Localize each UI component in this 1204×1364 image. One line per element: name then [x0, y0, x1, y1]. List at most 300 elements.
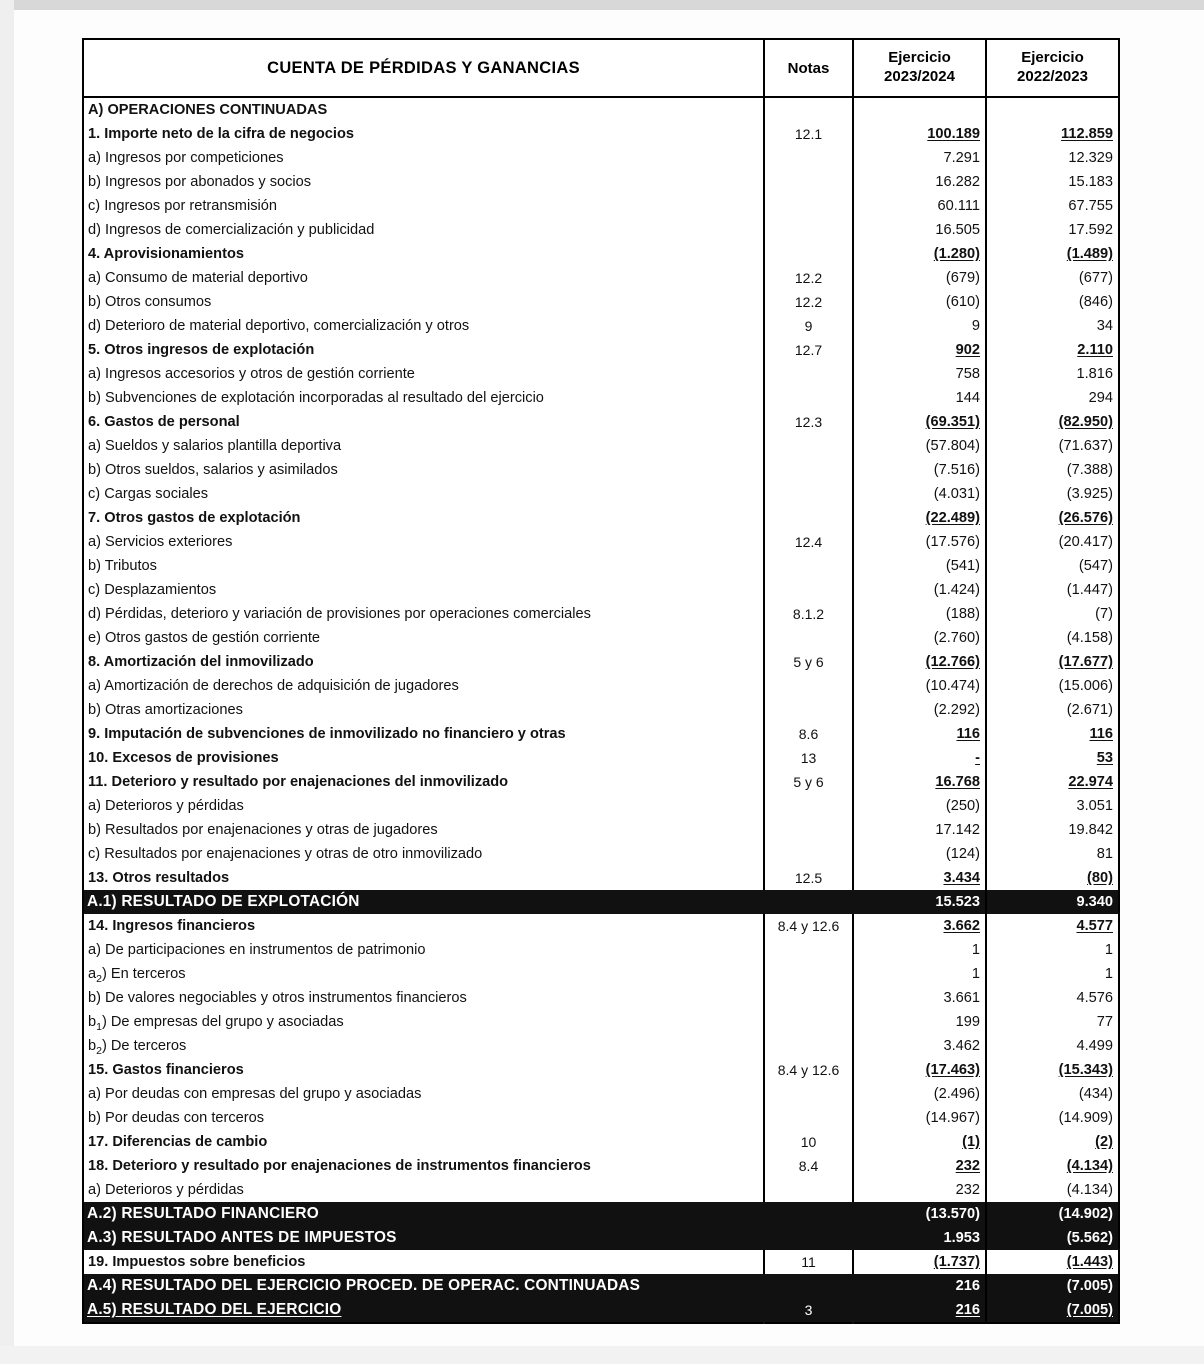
value-2022-2023: [986, 698, 1119, 722]
table-row: [83, 1082, 1119, 1106]
value-text: (4.134): [1066, 1158, 1113, 1174]
value-2022-2023: [986, 1298, 1119, 1323]
value-2022-2023: [986, 146, 1119, 170]
value-2022-2023: [986, 194, 1119, 218]
row-label: [83, 1058, 764, 1082]
value-2023-2024: [853, 1298, 986, 1323]
value-2022-2023: [986, 578, 1119, 602]
row-label-text: 17. Diferencias de cambio: [88, 1134, 268, 1150]
value-text: (2): [1095, 1134, 1113, 1150]
value-text: 4.577: [1076, 918, 1113, 934]
row-label-text: 6. Gastos de personal: [88, 414, 240, 430]
value-text: 1: [1104, 966, 1113, 982]
value-text: (434): [1078, 1086, 1113, 1102]
table-row: [83, 818, 1119, 842]
row-label-text: 5. Otros ingresos de explotación: [88, 342, 315, 358]
value-2022-2023: [986, 722, 1119, 746]
value-text: 60.111: [937, 198, 980, 214]
value-text: (15.343): [1058, 1062, 1113, 1078]
table-row: [83, 938, 1119, 962]
table-row: [83, 97, 1119, 122]
row-label-text: c) Resultados por enajenaciones y otras de otro inmovilizado: [88, 846, 483, 862]
row-label: [83, 266, 764, 290]
value-text: (1.489): [1066, 246, 1113, 262]
table-row: [83, 986, 1119, 1010]
scan-artifact-top: [0, 0, 1204, 10]
row-label-text: b) Ingresos por abonados y socios: [88, 174, 312, 190]
value-2022-2023: [986, 530, 1119, 554]
table-row: [83, 314, 1119, 338]
row-label-text: b) Otras amortizaciones: [88, 702, 243, 718]
row-label-text: b) Subvenciones de explotación incorporadas al resultado del ejercicio: [88, 390, 544, 406]
row-label: [83, 746, 764, 770]
table-row: [83, 626, 1119, 650]
row-note-reference: [764, 794, 853, 818]
value-2023-2024: [853, 554, 986, 578]
value-2022-2023: [986, 866, 1119, 890]
row-label: [83, 362, 764, 386]
row-label: [83, 434, 764, 458]
row-label-text: 9. Imputación de subvenciones de inmovilizado no financiero y otras: [88, 726, 566, 742]
row-label-text: a) Por deudas con empresas del grupo y asociadas: [88, 1086, 422, 1102]
row-note-reference: 8.6: [764, 722, 853, 746]
row-label: [83, 890, 764, 914]
value-2023-2024: [853, 866, 986, 890]
value-2022-2023: [986, 1130, 1119, 1154]
row-label-text: d) Deterioro de material deportivo, comercialización y otros: [88, 318, 470, 334]
value-text: 16.282: [935, 174, 980, 190]
row-note-reference: 8.4 y 12.6: [764, 1058, 853, 1082]
value-text: (71.637): [1058, 438, 1113, 454]
row-label: [83, 1082, 764, 1106]
row-label-text: b) Resultados por enajenaciones y otras de jugadores: [88, 822, 438, 838]
value-text: 17.142: [935, 822, 980, 838]
row-label-text: a) Deterioros y pérdidas: [88, 1182, 244, 1198]
value-text: (14.967): [925, 1110, 980, 1126]
value-2022-2023: [986, 938, 1119, 962]
row-label: [83, 1178, 764, 1202]
value-text: 3.434: [943, 870, 980, 886]
row-note-reference: 12.2: [764, 290, 853, 314]
value-text: 22.974: [1068, 774, 1113, 790]
row-label-text: 11. Deterioro y resultado por enajenaciones del inmovilizado: [88, 774, 509, 790]
value-2023-2024: [853, 410, 986, 434]
value-text: 16.768: [935, 774, 980, 790]
value-2023-2024: [853, 386, 986, 410]
table-row: [83, 770, 1119, 794]
value-text: (1.280): [933, 246, 980, 262]
value-text: 116: [1089, 726, 1113, 742]
value-text: (80): [1087, 870, 1113, 886]
row-note-reference: [764, 1178, 853, 1202]
value-2023-2024: [853, 1130, 986, 1154]
value-text: (7): [1095, 606, 1113, 622]
table-row: [83, 674, 1119, 698]
value-2022-2023: [986, 482, 1119, 506]
row-label: [83, 530, 764, 554]
value-text: 1: [971, 966, 980, 982]
row-label-text: a) Ingresos accesorios y otros de gestión corriente: [88, 366, 415, 382]
row-label: [83, 458, 764, 482]
table-row: [83, 962, 1119, 986]
table-row: [83, 554, 1119, 578]
value-text: 3.462: [943, 1038, 980, 1054]
value-2023-2024: [853, 146, 986, 170]
table-row: [83, 578, 1119, 602]
value-text: (1): [962, 1134, 980, 1150]
value-2023-2024: [853, 362, 986, 386]
row-label: [83, 218, 764, 242]
value-text: (846): [1078, 294, 1113, 310]
value-text: 9.340: [1076, 894, 1113, 910]
value-text: (2.292): [933, 702, 980, 718]
row-label-text: a) Deterioros y pérdidas: [88, 798, 244, 814]
table-row: [83, 794, 1119, 818]
value-text: (17.576): [925, 534, 980, 550]
value-2023-2024: [853, 266, 986, 290]
value-text: (69.351): [925, 414, 980, 430]
value-text: (2.496): [933, 1086, 980, 1102]
table-row: [83, 1178, 1119, 1202]
row-label: [83, 506, 764, 530]
value-2023-2024: [853, 674, 986, 698]
value-text: (12.766): [925, 654, 980, 670]
row-note-reference: [764, 482, 853, 506]
value-2022-2023: [986, 746, 1119, 770]
row-note-reference: 8.1.2: [764, 602, 853, 626]
value-2022-2023: [986, 1250, 1119, 1274]
value-2022-2023: [986, 890, 1119, 914]
value-2022-2023: [986, 962, 1119, 986]
value-text: (7.005): [1066, 1302, 1113, 1318]
value-2023-2024: [853, 746, 986, 770]
table-row: [83, 650, 1119, 674]
value-2023-2024: [853, 1154, 986, 1178]
table-row: [83, 338, 1119, 362]
table-row: [83, 914, 1119, 938]
row-note-reference: [764, 1010, 853, 1034]
row-label: [83, 1274, 764, 1298]
row-label-text: d) Pérdidas, deterioro y variación de provisiones por operaciones comerciales: [88, 606, 591, 622]
value-2023-2024: [853, 1226, 986, 1250]
table-row: [83, 1202, 1119, 1226]
value-2023-2024: [853, 1274, 986, 1298]
table-row: [83, 866, 1119, 890]
table-row: [83, 170, 1119, 194]
value-2023-2024: [853, 122, 986, 146]
value-text: (1.447): [1066, 582, 1113, 598]
value-2023-2024: [853, 1058, 986, 1082]
value-2023-2024: [853, 434, 986, 458]
row-note-reference: [764, 218, 853, 242]
row-label-text: b) Tributos: [88, 558, 157, 574]
table-row: [83, 410, 1119, 434]
value-text: (2.671): [1066, 702, 1113, 718]
row-note-reference: 9: [764, 314, 853, 338]
table-row: [83, 146, 1119, 170]
header-year2-line2: 2022/2023: [1017, 68, 1088, 85]
table-row: [83, 1226, 1119, 1250]
value-2023-2024: [853, 890, 986, 914]
value-text: 902: [955, 342, 980, 358]
table-header: [83, 39, 1119, 97]
value-2022-2023: [986, 434, 1119, 458]
row-label: [83, 602, 764, 626]
value-2023-2024: [853, 794, 986, 818]
value-2022-2023: [986, 818, 1119, 842]
table-row: [83, 1058, 1119, 1082]
row-label: [83, 410, 764, 434]
value-2022-2023: [986, 1010, 1119, 1034]
table-row: [83, 842, 1119, 866]
row-label-text: b) De valores negociables y otros instrumentos financieros: [88, 990, 467, 1006]
table-row: [83, 1154, 1119, 1178]
row-note-reference: 12.7: [764, 338, 853, 362]
row-label-text: 15. Gastos financieros: [88, 1062, 244, 1078]
row-label: [83, 97, 764, 122]
table-row: [83, 1250, 1119, 1274]
value-2022-2023: [986, 242, 1119, 266]
table-row: [83, 434, 1119, 458]
value-text: (7.005): [1066, 1278, 1113, 1294]
row-label-text: A) OPERACIONES CONTINUADAS: [88, 102, 328, 118]
value-2022-2023: [986, 770, 1119, 794]
table-row: [83, 242, 1119, 266]
value-2022-2023: [986, 218, 1119, 242]
value-2022-2023: [986, 842, 1119, 866]
value-text: 77: [1096, 1014, 1113, 1030]
row-label-text: $b_2$) De terceros: [88, 1038, 187, 1057]
value-text: (57.804): [925, 438, 980, 454]
table-row: [83, 506, 1119, 530]
value-text: 3.051: [1076, 798, 1113, 814]
row-label: [83, 626, 764, 650]
row-note-reference: [764, 1082, 853, 1106]
row-note-reference: [764, 146, 853, 170]
row-label-text: A.1) RESULTADO DE EXPLOTACIÓN: [87, 893, 360, 910]
row-note-reference: 8.4: [764, 1154, 853, 1178]
row-label: [83, 938, 764, 962]
row-label-text: a) Consumo de material deportivo: [88, 270, 308, 286]
value-text: (610): [945, 294, 980, 310]
row-label: [83, 866, 764, 890]
value-text: (1.443): [1066, 1254, 1113, 1270]
value-2023-2024: [853, 314, 986, 338]
value-2022-2023: [986, 602, 1119, 626]
table-row: [83, 1106, 1119, 1130]
value-text: (541): [945, 558, 980, 574]
value-text: 12.329: [1068, 150, 1113, 166]
row-label: [83, 194, 764, 218]
value-text: (188): [945, 606, 980, 622]
row-label-text: A.3) RESULTADO ANTES DE IMPUESTOS: [87, 1229, 397, 1246]
row-label-text: b) Otros consumos: [88, 294, 212, 310]
row-label-text: 7. Otros gastos de explotación: [88, 510, 301, 526]
value-2022-2023: [986, 650, 1119, 674]
row-note-reference: 13: [764, 746, 853, 770]
value-text: 294: [1088, 390, 1113, 406]
value-2023-2024: [853, 194, 986, 218]
row-note-reference: [764, 170, 853, 194]
row-label: [83, 1298, 764, 1323]
value-text: (17.463): [925, 1062, 980, 1078]
row-note-reference: 12.3: [764, 410, 853, 434]
row-label-text: c) Ingresos por retransmisión: [88, 198, 277, 214]
value-2023-2024: [853, 602, 986, 626]
header-year-2023-2024: [853, 39, 986, 97]
value-2022-2023: [986, 626, 1119, 650]
value-2022-2023: [986, 314, 1119, 338]
value-text: 112.859: [1061, 126, 1113, 142]
row-label-text: A.4) RESULTADO DEL EJERCICIO PROCED. DE OPERAC. CONTINUADAS: [87, 1277, 641, 1294]
table-row: [83, 386, 1119, 410]
row-note-reference: [764, 386, 853, 410]
value-text: (14.909): [1058, 1110, 1113, 1126]
value-2022-2023: [986, 1226, 1119, 1250]
row-note-reference: [764, 890, 853, 914]
row-label: [83, 242, 764, 266]
value-2023-2024: [853, 986, 986, 1010]
value-2023-2024: [853, 218, 986, 242]
value-text: 19.842: [1068, 822, 1113, 838]
header-row: [83, 39, 1119, 97]
row-note-reference: [764, 458, 853, 482]
value-text: 144: [955, 390, 980, 406]
row-label: [83, 842, 764, 866]
value-2022-2023: [986, 458, 1119, 482]
row-note-reference: 10: [764, 1130, 853, 1154]
table-row: [83, 890, 1119, 914]
value-text: (679): [945, 270, 980, 286]
value-2023-2024: [853, 626, 986, 650]
value-2023-2024: [853, 530, 986, 554]
value-2023-2024: [853, 170, 986, 194]
row-label: [83, 722, 764, 746]
value-2022-2023: [986, 1178, 1119, 1202]
row-note-reference: [764, 1274, 853, 1298]
row-label: [83, 986, 764, 1010]
value-text: (7.388): [1066, 462, 1113, 478]
value-text: (7.516): [933, 462, 980, 478]
table-body: [83, 97, 1119, 1323]
value-text: 216: [955, 1278, 980, 1294]
row-note-reference: 12.2: [764, 266, 853, 290]
value-text: 34: [1096, 318, 1113, 334]
value-text: 4.576: [1076, 990, 1113, 1006]
row-label: [83, 914, 764, 938]
row-label-text: c) Cargas sociales: [88, 486, 209, 502]
value-text: (677): [1078, 270, 1113, 286]
value-2023-2024: [853, 818, 986, 842]
value-text: 17.592: [1068, 222, 1113, 238]
value-2023-2024: [853, 770, 986, 794]
row-label-text: 10. Excesos de provisiones: [88, 750, 279, 766]
value-2023-2024: [853, 650, 986, 674]
value-2022-2023: [986, 386, 1119, 410]
value-2022-2023: [986, 914, 1119, 938]
table-row: [83, 290, 1119, 314]
row-label-text: 1. Importe neto de la cifra de negocios: [88, 126, 354, 142]
header-notas: Notas: [764, 39, 853, 97]
value-text: (5.562): [1066, 1230, 1113, 1246]
row-label: [83, 146, 764, 170]
value-2022-2023: [986, 1154, 1119, 1178]
row-note-reference: [764, 818, 853, 842]
row-label-text: a) Ingresos por competiciones: [88, 150, 284, 166]
value-2022-2023: [986, 290, 1119, 314]
table-row: [83, 746, 1119, 770]
value-text: (14.902): [1058, 1206, 1113, 1222]
value-text: 15.183: [1068, 174, 1113, 190]
row-label: [83, 1106, 764, 1130]
value-text: 3.662: [943, 918, 980, 934]
row-note-reference: [764, 242, 853, 266]
row-label: [83, 1034, 764, 1058]
value-text: (15.006): [1058, 678, 1113, 694]
value-text: 9: [971, 318, 980, 334]
table-row: [83, 1034, 1119, 1058]
value-2022-2023: [986, 1202, 1119, 1226]
value-2022-2023: [986, 986, 1119, 1010]
table-row: [83, 722, 1119, 746]
table-row: [83, 362, 1119, 386]
row-label: [83, 1202, 764, 1226]
value-2022-2023: [986, 794, 1119, 818]
value-2022-2023: [986, 170, 1119, 194]
row-label-text: A.2) RESULTADO FINANCIERO: [87, 1205, 319, 1222]
row-note-reference: [764, 97, 853, 122]
value-2022-2023: [986, 266, 1119, 290]
row-label-text: a) Servicios exteriores: [88, 534, 233, 550]
row-note-reference: [764, 1106, 853, 1130]
value-text: (17.677): [1058, 654, 1113, 670]
value-text: (4.158): [1066, 630, 1113, 646]
row-note-reference: [764, 674, 853, 698]
value-2022-2023: [986, 122, 1119, 146]
row-note-reference: 3: [764, 1298, 853, 1323]
header-year1-line1: Ejercicio: [888, 49, 951, 67]
row-label: [83, 290, 764, 314]
value-text: 116: [956, 726, 980, 742]
row-label-text: 4. Aprovisionamientos: [88, 246, 244, 262]
row-note-reference: 8.4 y 12.6: [764, 914, 853, 938]
value-text: (26.576): [1058, 510, 1113, 526]
value-2023-2024: [853, 962, 986, 986]
header-year-2022-2023: [986, 39, 1119, 97]
table-row: [83, 530, 1119, 554]
row-label: [83, 314, 764, 338]
row-note-reference: [764, 1202, 853, 1226]
row-label: [83, 338, 764, 362]
profit-and-loss-table-container: [82, 38, 1118, 1324]
table-row: [83, 266, 1119, 290]
value-text: 15.523: [935, 894, 980, 910]
value-text: 81: [1096, 846, 1113, 862]
value-2023-2024: [853, 842, 986, 866]
value-text: 1: [1104, 942, 1113, 958]
value-2023-2024: [853, 506, 986, 530]
value-text: (3.925): [1066, 486, 1113, 502]
row-label: [83, 122, 764, 146]
value-2022-2023: [986, 506, 1119, 530]
value-2022-2023: [986, 1058, 1119, 1082]
value-text: 1.953: [943, 1230, 980, 1246]
row-label: [83, 650, 764, 674]
value-2022-2023: [986, 362, 1119, 386]
row-label-text: $b_1$) De empresas del grupo y asociadas: [88, 1014, 344, 1033]
value-text: 53: [1096, 750, 1113, 766]
value-text: 1.816: [1076, 366, 1113, 382]
